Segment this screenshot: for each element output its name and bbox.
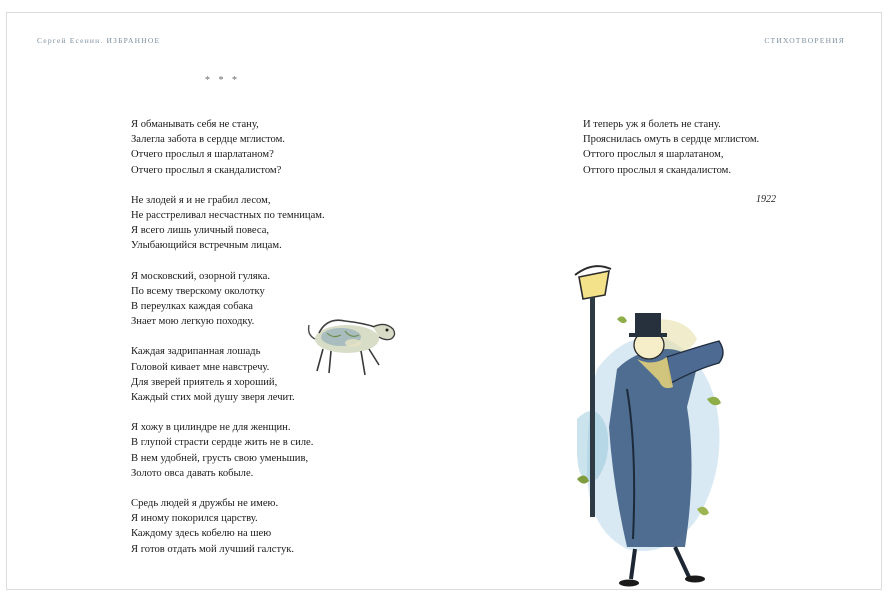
poem-right-column (583, 117, 793, 193)
poem-line: Не расстреливал несчастных по темницам. (131, 210, 325, 222)
stanza (131, 496, 391, 557)
poem-line: Я готов отдать мой лучший галстук. (131, 543, 295, 555)
poem-line: Я московский, озорной гуляка. (131, 270, 270, 282)
poem-line: Не злодей я и не грабил лесом, (131, 194, 271, 206)
stanza (131, 420, 391, 481)
poem-line: Я всего лишь уличный повеса, (131, 225, 270, 237)
stanza (131, 193, 391, 254)
stanza (131, 117, 391, 178)
poem-line: Каждому здесь кобелю на шею (131, 528, 272, 540)
running-head-left: Сергей Есенин. ИЗБРАННОЕ (37, 36, 161, 45)
poem-line: В переулках каждая собака (131, 301, 253, 313)
poem-line: По всему тверскому околотку (131, 285, 265, 297)
poem-line: Отчего прослыл я шарлатаном? (131, 149, 274, 161)
poem-line: Знает мою легкую походку. (131, 316, 255, 328)
poem-line: Прояснилась омуть в сердце мглистом. (583, 134, 760, 146)
poem-line: Улыбающийся встречным лицам. (131, 240, 282, 252)
poem-asterisks: * * * (205, 75, 240, 86)
dog-illustration (301, 303, 401, 387)
poem-line: Я обманывать себя не стану, (131, 119, 259, 130)
poem-line: В нем удобней, грусть свою уменьшив, (131, 452, 309, 464)
poem-line: Отчего прослыл я скандалистом? (131, 164, 282, 176)
poem-line: Залегла забота в сердце мглистом. (131, 134, 285, 146)
man-with-lamppost-illustration (557, 249, 737, 590)
poem-line: Золото овса давать кобыле. (131, 467, 254, 479)
poem-line: Головой кивает мне навстречу. (131, 361, 270, 373)
poem-line: Оттого прослыл я шарлатаном, (583, 149, 724, 161)
poem-line: Для зверей приятель я хороший, (131, 376, 278, 388)
poem-line: И теперь уж я болеть не стану. (583, 119, 721, 130)
poem-line: Я иному покорился царству. (131, 513, 258, 525)
book-spread (6, 12, 882, 590)
stanza (583, 117, 793, 178)
poem-line: Каждая задрипанная лошадь (131, 346, 261, 358)
poem-year: 1922 (756, 194, 776, 205)
poem-line: Средь людей я дружбы не имею. (131, 498, 279, 510)
poem-line: Оттого прослыл я скандалистом. (583, 164, 732, 176)
poem-line: Каждый стих мой душу зверя лечит. (131, 392, 295, 404)
running-head-right: СТИХОТВОРЕНИЯ (764, 36, 845, 45)
poem-line: В глупой страсти сердце жить не в силе. (131, 437, 314, 449)
poem-line: Я хожу в цилиндре не для женщин. (131, 422, 291, 434)
